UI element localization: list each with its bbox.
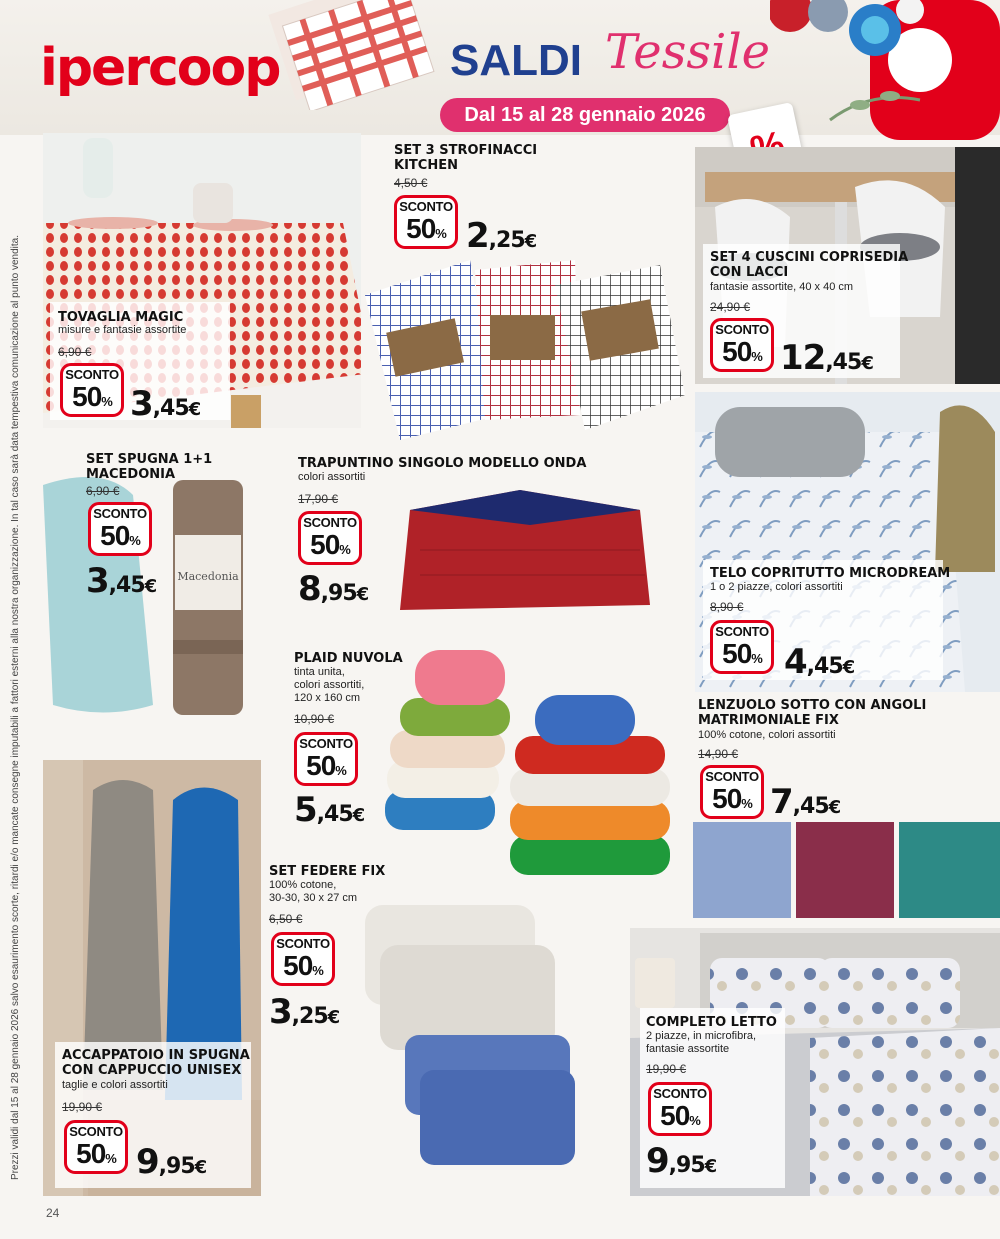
old-price: 10,90 €: [294, 712, 335, 726]
discount-badge: SCONTO 50%: [64, 1120, 128, 1174]
legal-disclaimer: Prezzi validi dal 15 al 28 gennaio 2026 salvo esaurimento scorte, ritardi e/o mancate consegne imputabili a fattori esterni alla nostra organizzazione. In tal caso sarà data tempestiva comunicazione al punto vendita.: [10, 235, 21, 1180]
sale-price: 3,45€: [86, 561, 157, 601]
old-price: 19,90 €: [646, 1062, 687, 1076]
fabric-rolls-decoration: [770, 0, 1000, 140]
product-title: TRAPUNTINO SINGOLO MODELLO ONDA: [298, 456, 587, 471]
product-title: SET FEDERE FIX: [269, 864, 386, 879]
quilt-image: [390, 480, 670, 620]
old-price: 6,90 €: [86, 484, 120, 498]
old-price: 8,90 €: [710, 600, 744, 614]
sale-price: 9,95€: [136, 1142, 207, 1182]
product-description: colori assortiti: [298, 471, 366, 483]
discount-badge: SCONTO 50%: [710, 620, 774, 674]
fleece-blankets-image: [385, 640, 685, 890]
product-description: fantasie assortite, 40 x 40 cm: [710, 281, 854, 293]
discount-badge: SCONTO 50%: [88, 502, 152, 556]
discount-badge: SCONTO 50%: [60, 363, 124, 417]
product-title: SET 3 STROFINACCI KITCHEN: [394, 143, 538, 173]
old-price: 19,90 €: [62, 1100, 103, 1114]
ipercoop-logo: ipercoop: [40, 38, 280, 98]
page-number: 24: [46, 1206, 60, 1220]
pack-label: Macedonia: [177, 570, 239, 583]
product-description: 100% cotone, colori assortiti: [698, 729, 836, 741]
product-title: COMPLETO LETTO: [646, 1015, 777, 1030]
old-price: 24,90 €: [710, 300, 751, 314]
old-price: 4,50 €: [394, 176, 428, 190]
discount-badge: SCONTO 50%: [394, 195, 458, 249]
product-title: TELO COPRITUTTO MICRODREAM: [710, 566, 951, 581]
discount-badge: SCONTO 50%: [648, 1082, 712, 1136]
old-price: 6,50 €: [269, 912, 303, 926]
sale-price: 3,25€: [269, 992, 340, 1032]
product-title: SET 4 CUSCINI COPRISEDIA CON LACCI: [710, 250, 909, 280]
discount-badge: SCONTO 50%: [710, 318, 774, 372]
fitted-sheets-image: [693, 822, 1000, 918]
old-price: 6,90 €: [58, 345, 92, 359]
product-title: SET SPUGNA 1+1 MACEDONIA: [86, 452, 213, 482]
sale-price: 4,45€: [784, 642, 855, 682]
product-title: LENZUOLO SOTTO CON ANGOLI MATRIMONIALE FIX: [698, 698, 927, 728]
napkins-decoration: [265, 0, 445, 110]
product-title: ACCAPPATOIO IN SPUGNA CON CAPPUCCIO UNISEX: [62, 1048, 250, 1078]
product-description: tinta unita, colori assortiti, 120 x 160 cm: [294, 666, 365, 704]
kitchen-towels-image: [360, 255, 690, 440]
discount-badge: SCONTO 50%: [294, 732, 358, 786]
page-header: [0, 0, 1000, 135]
sale-price: 8,95€: [298, 569, 369, 609]
sale-price: 5,45€: [294, 790, 365, 830]
product-description: 2 piazze, in microfibra, fantasie assortite: [646, 1030, 757, 1055]
product-description: misure e fantasie assortite: [58, 324, 187, 336]
campaign-subtitle: Tessile: [605, 24, 771, 80]
old-price: 17,90 €: [298, 492, 339, 506]
sale-price: 3,45€: [130, 384, 201, 424]
sale-price: 2,25€: [466, 216, 537, 256]
pillowcases-image: [360, 895, 585, 1185]
towels-image: [43, 455, 293, 720]
sale-price: 9,95€: [646, 1141, 717, 1181]
product-title: PLAID NUVOLA: [294, 651, 403, 666]
campaign-title: SALDI: [450, 36, 582, 85]
sale-price: 12,45€: [780, 338, 873, 378]
discount-badge: SCONTO 50%: [298, 511, 362, 565]
product-description: 100% cotone, 30-30, 30 x 27 cm: [269, 879, 358, 904]
product-title: TOVAGLIA MAGIC: [58, 310, 184, 325]
promo-dates: Dal 15 al 28 gennaio 2026: [440, 98, 730, 132]
product-description: taglie e colori assortiti: [62, 1079, 168, 1091]
discount-badge: SCONTO 50%: [271, 932, 335, 986]
discount-badge: SCONTO 50%: [700, 765, 764, 819]
sale-price: 7,45€: [770, 782, 841, 822]
product-description: 1 o 2 piazze, colori assortiti: [710, 581, 843, 593]
old-price: 14,90 €: [698, 747, 739, 761]
